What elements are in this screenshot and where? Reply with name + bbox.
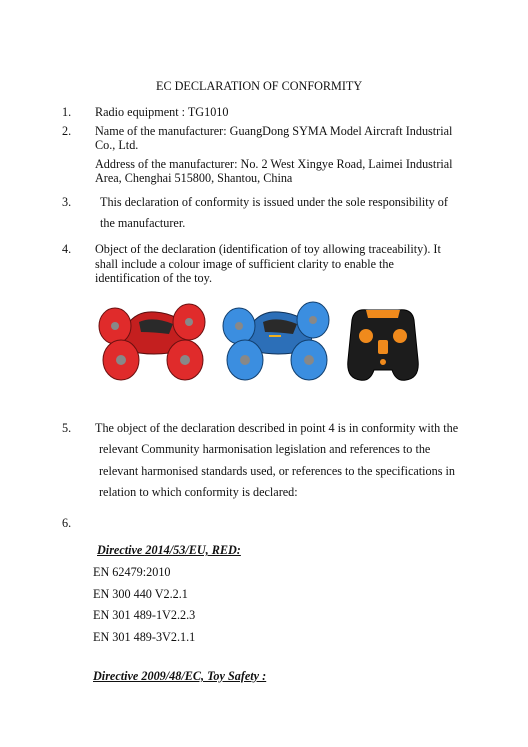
item-2-number: 2. xyxy=(62,124,72,138)
item-3-number: 3. xyxy=(62,195,72,209)
standard-3: EN 301 489-1V2.2.3 xyxy=(93,608,196,622)
directive-toy-safety-heading: Directive 2009/48/EC, Toy Safety : xyxy=(93,669,267,683)
address-line-1: Address of the manufacturer: No. 2 West Xingye Road, Laimei Industrial xyxy=(95,157,453,171)
standard-2: EN 300 440 V2.2.1 xyxy=(93,587,188,601)
item-5-line-1: The object of the declaration described in point 4 is in conformity with the xyxy=(95,421,459,435)
remote-controller-image xyxy=(344,306,422,386)
item-5-line-2: relevant Community harmonisation legislation and references to the xyxy=(99,442,431,456)
item-4-number: 4. xyxy=(62,242,72,256)
page-title: EC DECLARATION OF CONFORMITY xyxy=(156,79,363,93)
red-stunt-car-image xyxy=(93,292,211,384)
address-line-2: Area, Chenghai 515800, Shantou, China xyxy=(95,171,293,185)
item-4-line-1: Object of the declaration (identification of toy allowing traceability). It xyxy=(95,242,441,256)
directive-red-heading: Directive 2014/53/EU, RED: xyxy=(97,543,241,557)
item-5-line-4: relation to which conformity is declared: xyxy=(99,485,298,499)
standard-1: EN 62479:2010 xyxy=(93,565,171,579)
item-2-line-2: Co., Ltd. xyxy=(95,138,139,152)
blue-stunt-car-image xyxy=(217,290,335,382)
item-5-line-3: relevant harmonised standards used, or references to the specifications in xyxy=(99,464,456,478)
item-3-line-2: the manufacturer. xyxy=(100,216,186,230)
item-6-number: 6. xyxy=(62,516,72,530)
item-1-text: Radio equipment : TG1010 xyxy=(95,105,229,119)
item-5-number: 5. xyxy=(62,421,72,435)
item-3-line-1: This declaration of conformity is issued under the sole responsibility of xyxy=(100,195,448,209)
item-4-line-2: shall include a colour image of sufficient clarity to enable the xyxy=(95,257,394,271)
item-2-line-1: Name of the manufacturer: GuangDong SYMA Model Aircraft Industrial xyxy=(95,124,453,138)
item-4-line-3: identification of the toy. xyxy=(95,271,212,285)
item-1-number: 1. xyxy=(62,105,72,119)
standard-4: EN 301 489-3V2.1.1 xyxy=(93,630,196,644)
